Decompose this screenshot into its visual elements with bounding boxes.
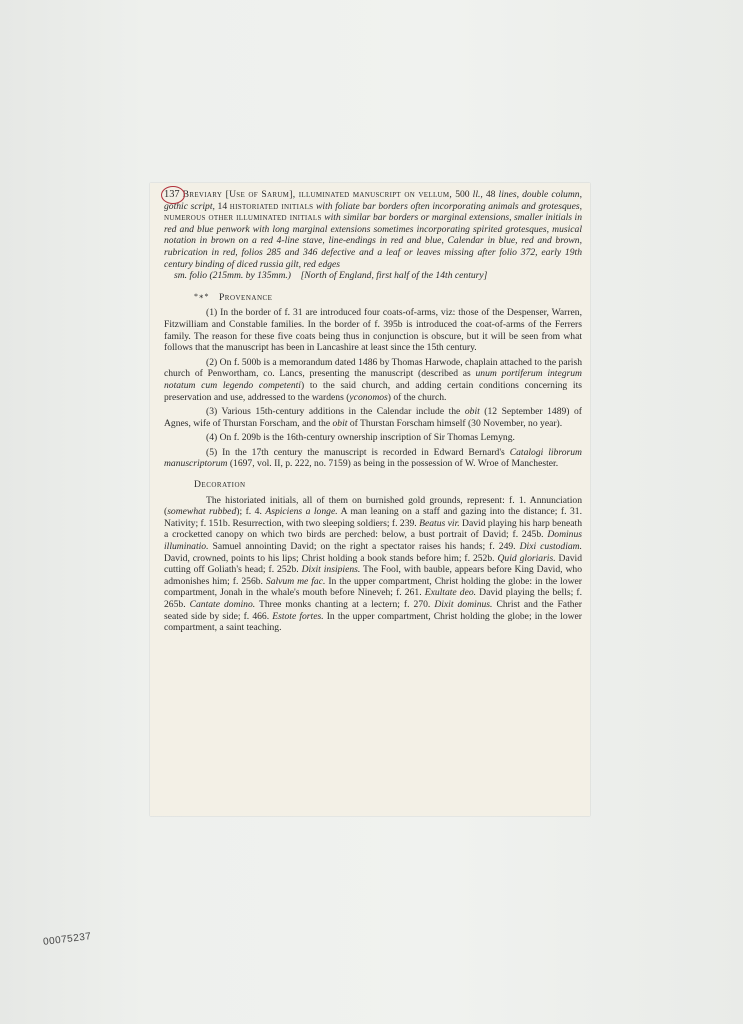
desc-3: with similar bar borders or marginal extensions, smaller initials in red and blue penwork with long marginal extensions sometimes incorporating spirited grotesques, musical notation in brown on a red 4-line stave, line-endings in red and blue, Calendar in blue, red and brown, rubrication in red, folios 285 and 346 defective and a leaf or leaves missing after folio 372, early 19th century binding of diced russia gilt, red edges: [164, 212, 582, 270]
decoration-segment: ); f. 4.: [236, 506, 266, 518]
decoration-segment: Beatus vir.: [419, 517, 460, 529]
lot-title: Breviary [Use of Sarum], illuminated manuscript on vellum,: [182, 189, 453, 200]
clipping-text: [150, 183, 590, 637]
provenance-para-5: (5) In the 17th century the manuscript is recorded in Edward Bernard's Catalogi librorum manuscriptorum (1697, vol. II, p. 222, no. 7159) as being in the possession of W. Wroe of Manchester.: [164, 446, 582, 470]
circle-mark: [161, 186, 185, 204]
decoration-segment: David, crowned, points to his lips; Christ holding a book stands before him; f. 252b.: [164, 552, 498, 564]
provenance-para-3: (3) Various 15th-century additions in the Calendar include the obit (12 September 1489) of Agnes, wife of Thurstan Forscham, and the obit of Thurstan Forscham himself (30 November, no year).: [164, 406, 582, 429]
numerous-label: numerous other illuminated initials: [164, 212, 322, 224]
origin: [North of England, first half of the 14th century]: [300, 270, 488, 282]
decoration-segment: In the upper compartment, Christ holding the globe; in the lower compartment, a saint teaching.: [164, 610, 582, 634]
historiated-label: historiated initials: [229, 200, 314, 212]
provenance-heading: *∗* Provenance: [194, 291, 273, 303]
decoration-segment: Quid gloriaris.: [497, 552, 556, 564]
leaves-count: 500: [455, 189, 470, 200]
decoration-segment: David playing the bells; f. 265b.: [164, 587, 582, 610]
decoration-segment: Dominus illuminatio.: [164, 529, 582, 553]
decoration-segment: The historiated initials, all of them on burnished gold grounds, represent: f. 1. Annunciation (: [164, 494, 582, 518]
decoration-segment: somewhat rubbed: [167, 506, 237, 518]
decoration-segment: The Fool, with bauble, appears before King David, who admonishes him; f. 256b.: [164, 564, 582, 587]
historiated-num: 14: [217, 200, 228, 212]
decoration-segment: Aspiciens a longe.: [265, 506, 338, 518]
decoration-segment: Samuel annointing David; on the right a spectator raises his hands; f. 249.: [208, 541, 520, 553]
decoration-segment: Three monks chanting at a lectern; f. 270.: [255, 599, 435, 610]
decoration-segment: Dixi custodiam.: [519, 541, 582, 553]
lot-entry: [150, 183, 590, 282]
decoration-segment: A man leaning on a staff and gazing into the distance; f. 31. Nativity; f. 151b. Resurrection, with two sleeping soldiers; f. 239.: [164, 506, 582, 529]
provenance-para-1: (1) In the border of f. 31 are introduced four coats-of-arms, viz: those of the Despenser, Warren, Fitzwilliam and Constable families. In the border of f. 395b is introduced the coat-of-arms of the Ferrers family. The reason for these five coats being thus in conjunction is obscure, but it will be seen from what follows that the manuscript has been in Lancashire at least since the 15th century.: [164, 307, 582, 354]
decoration-segment: Christ and the Father seated side by side; f. 466.: [164, 599, 582, 622]
inventory-stamp: 00075237: [42, 931, 92, 948]
leaves-unit: ll.,: [472, 189, 483, 200]
decoration-segment: Cantate domino.: [189, 599, 256, 610]
decoration-segment: Dixit dominus.: [434, 599, 493, 610]
columns-num: 48: [485, 189, 496, 200]
provenance-para-4: (4) On f. 209b is the 16th-century ownership inscription of Sir Thomas Lemyng.: [206, 432, 515, 444]
decoration-heading: Decoration: [194, 479, 246, 491]
decoration-segment: Dixit insipiens.: [301, 564, 361, 576]
decoration-segment: Exultate deo.: [424, 587, 477, 599]
catalogue-clipping: [150, 183, 590, 816]
decoration-para: [150, 495, 590, 634]
decoration-segment: In the upper compartment, Christ holding the globe: in the lower compartment, Jonah in the whale's mouth before Nineveh; f. 261.: [164, 575, 582, 599]
format-size: sm. folio (215mm. by 135mm.): [174, 270, 291, 282]
decoration-segment: David playing his harp beneath a crocketted canopy on which two birds are perched: below, a bust portrait of David; f. 245b.: [164, 517, 582, 541]
lot-number: 137: [164, 189, 180, 201]
decoration-segment: Salvum me fac.: [265, 575, 326, 587]
desc-2: with foliate bar borders often incorporating animals and grotesques,: [316, 200, 582, 212]
format-line: [164, 270, 582, 282]
provenance-para-2: (2) On f. 500b is a memorandum dated 1486 by Thomas Harwode, chaplain attached to the parish church of Penwortham, co. Lancs, presenting the manuscript (described as unum portiferum integrum notatum cum legendo competenti) to the said church, and adding certain conditions concerning its preservation and use, addressed to the wardens (yconomos) of the church.: [164, 356, 582, 403]
decoration-segment: Estote fortes.: [272, 610, 324, 622]
desc-1: lines, double column, gothic script,: [164, 189, 582, 212]
decoration-segment: David cutting off Goliath's head; f. 252b.: [164, 552, 582, 576]
asterism: *∗*: [194, 291, 209, 301]
